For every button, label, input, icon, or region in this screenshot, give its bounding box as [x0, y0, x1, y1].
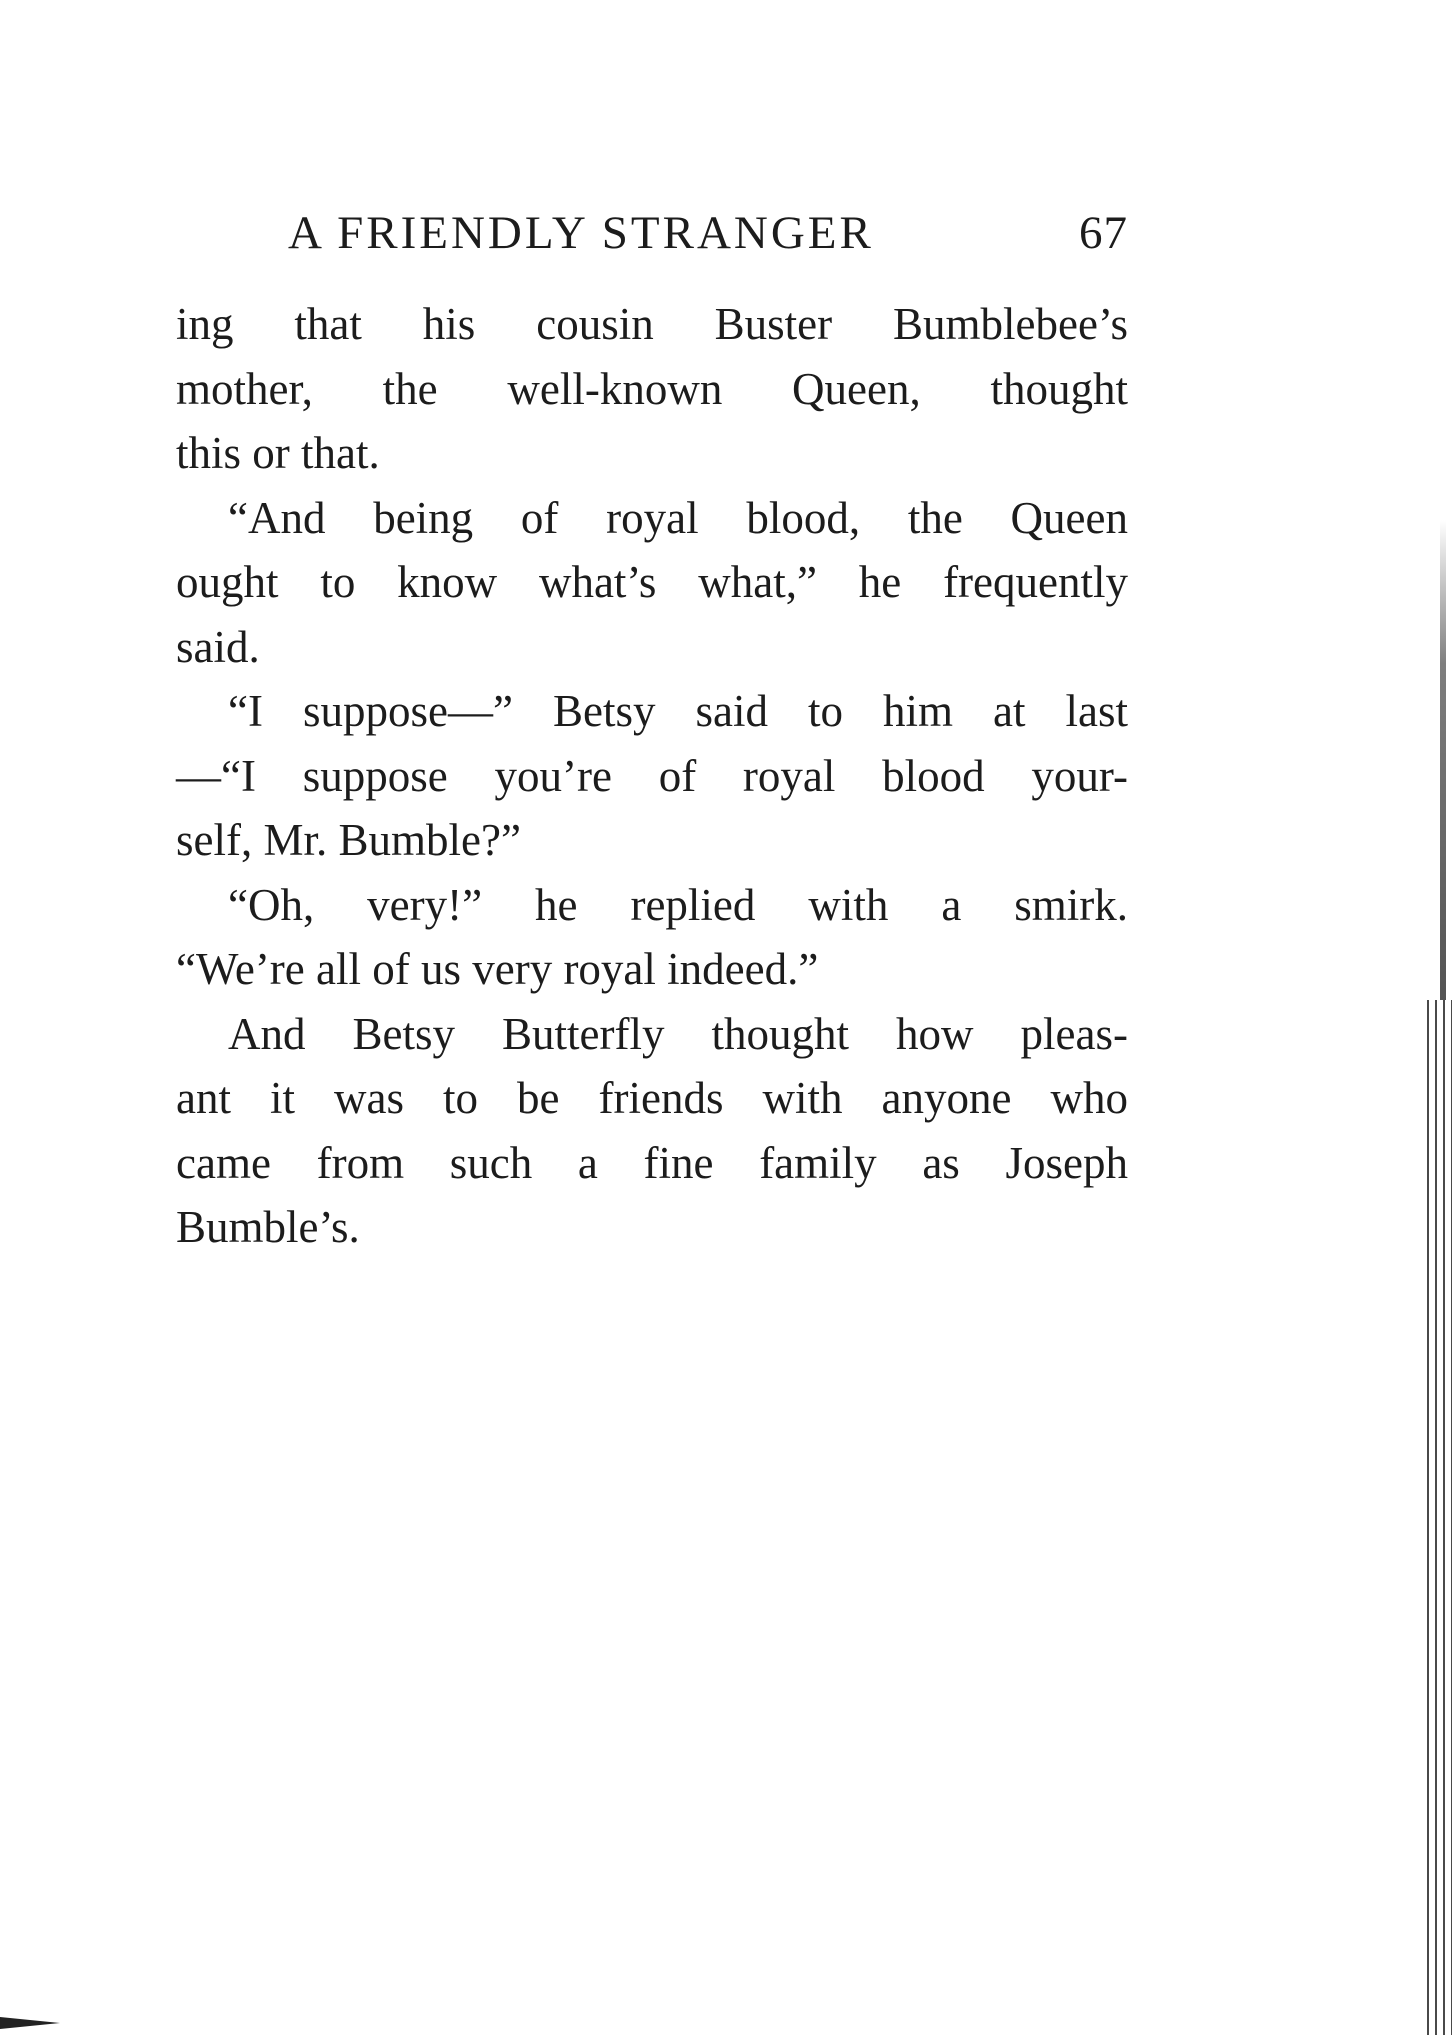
binding-shadow [1440, 520, 1446, 1000]
text-line: self, Mr. Bumble?” [176, 815, 521, 865]
text-line: said. [176, 621, 260, 672]
text-line: And Betsy Butterfly thought how pleas- [228, 1008, 1128, 1059]
text-line: “And being of royal blood, the Queen [228, 492, 1128, 543]
body-text [176, 292, 1128, 1260]
corner-mark [0, 2017, 60, 2029]
page-edge-stripes [1424, 1000, 1452, 2035]
text-line: Bumble’s. [176, 1202, 360, 1252]
running-header [288, 206, 1128, 262]
text-line: —“I suppose you’re of royal blood your- [176, 750, 1128, 801]
text-line: “We’re all of us very royal indeed.” [176, 944, 819, 994]
text-line: ing that his cousin Buster Bumblebee’s [176, 299, 1128, 349]
text-line: this or that. [176, 428, 380, 478]
text-line: ant it was to be friends with anyone who [176, 1073, 1128, 1123]
text-line: ought to know what’s what,” he frequently [176, 557, 1128, 607]
text-line: came from such a fine family as Joseph [176, 1137, 1128, 1188]
text-line: “Oh, very!” he replied with a smirk. [228, 879, 1128, 930]
chapter-title: A FRIENDLY STRANGER [288, 207, 874, 259]
text-line: “I suppose—” Betsy said to him at last [228, 686, 1128, 736]
page-number: 67 [1079, 207, 1128, 259]
text-line: mother, the well-known Queen, thought [176, 363, 1128, 414]
